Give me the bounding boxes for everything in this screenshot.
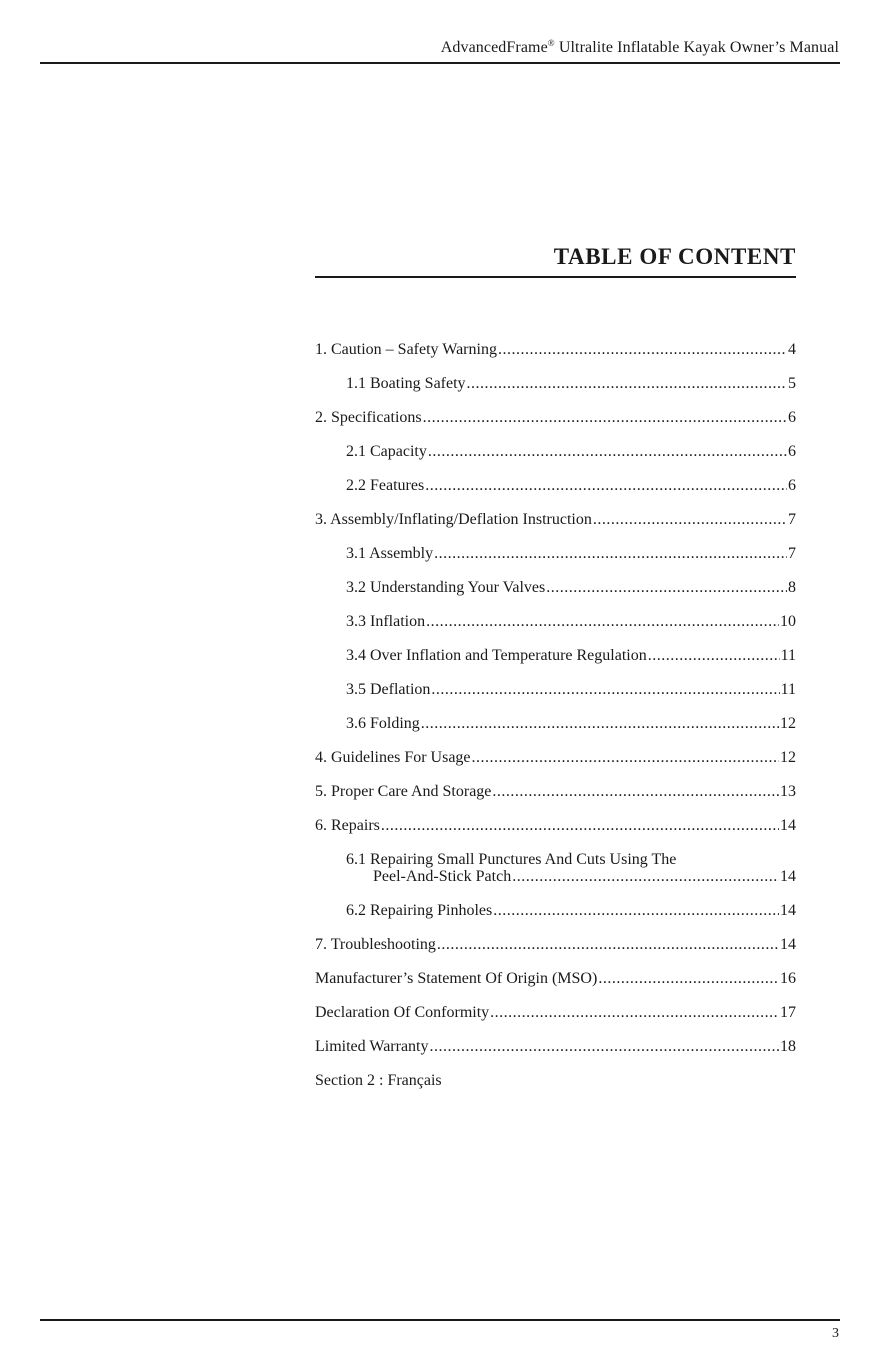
toc-entry[interactable]	[315, 782, 796, 816]
toc-entry-title: 3.5 Deflation	[346, 681, 431, 698]
toc-entry-page: 12	[780, 749, 796, 766]
toc-dot-leader	[426, 612, 779, 632]
toc-entry-continuation	[346, 867, 796, 887]
toc-entry-title: 3.4 Over Inflation and Temperature Regulation	[346, 647, 647, 664]
toc-entry-title: Limited Warranty	[315, 1038, 429, 1055]
toc-entry[interactable]	[315, 714, 796, 748]
toc-entry-title: 6.2 Repairing Pinholes	[346, 902, 493, 919]
toc-entry-title: 4. Guidelines For Usage	[315, 749, 471, 766]
toc-dot-leader	[598, 969, 779, 989]
toc-dot-leader	[428, 442, 787, 462]
toc-entry[interactable]	[315, 476, 796, 510]
toc-entry[interactable]	[315, 969, 796, 1003]
toc-entry-title: 6.1 Repairing Small Punctures And Cuts Using The	[346, 851, 677, 868]
toc-entry-title: 2.2 Features	[346, 477, 425, 494]
toc-dot-leader	[498, 340, 787, 360]
toc-entry-page: 5	[788, 375, 796, 392]
toc-entry-title: 3.6 Folding	[346, 715, 420, 732]
toc-entry[interactable]	[315, 816, 796, 850]
footer-rule	[40, 1319, 840, 1321]
toc-entry-title: 3.2 Understanding Your Valves	[346, 579, 546, 596]
registered-trademark-mark: ®	[547, 38, 555, 48]
toc-entry-page: 11	[780, 647, 796, 664]
toc-entry-page: 14	[780, 868, 796, 885]
toc-entry[interactable]	[315, 1003, 796, 1037]
toc-entry-page: 12	[780, 715, 796, 732]
toc-entry-title: Section 2 : Français	[315, 1072, 442, 1089]
toc-dot-leader	[493, 901, 779, 921]
toc-entry[interactable]	[315, 408, 796, 442]
header-title-suffix: Ultralite Inflatable Kayak Owner’s Manual	[554, 39, 839, 56]
toc-dot-leader	[593, 510, 787, 530]
header-rule	[40, 62, 840, 64]
toc-entry-page: 11	[780, 681, 796, 698]
toc-entry-page: 17	[780, 1004, 796, 1021]
toc-dot-leader	[430, 1037, 780, 1057]
toc-entry-page: 14	[780, 936, 796, 953]
toc-entry[interactable]	[315, 340, 796, 374]
running-header	[441, 38, 839, 57]
toc-dot-leader	[648, 646, 780, 666]
toc-entry-page: 14	[780, 817, 796, 834]
toc-dot-leader	[423, 408, 787, 428]
toc-entry-page: 10	[780, 613, 796, 630]
toc-dot-leader	[467, 374, 787, 394]
toc-entry-page: 16	[780, 970, 796, 987]
toc-dot-leader	[425, 476, 787, 496]
toc-entry-page: 4	[788, 341, 796, 358]
toc-entry[interactable]	[315, 374, 796, 408]
toc-entry[interactable]	[315, 612, 796, 646]
toc-entry-page: 6	[788, 409, 796, 426]
toc-entry-title: 1. Caution – Safety Warning	[315, 341, 497, 358]
toc-entry-title-continued: Peel-And-Stick Patch	[373, 868, 512, 885]
toc-dot-leader	[434, 544, 787, 564]
toc-entry[interactable]	[315, 510, 796, 544]
toc-entry-title: 3.1 Assembly	[346, 545, 434, 562]
toc-entry-title: 6. Repairs	[315, 817, 380, 834]
toc-entry[interactable]	[315, 935, 796, 969]
toc-entry-page: 7	[788, 511, 796, 528]
toc-entry[interactable]	[315, 680, 796, 714]
toc-entry[interactable]	[315, 442, 796, 476]
toc-dot-leader	[492, 782, 779, 802]
toc-entry-page: 7	[788, 545, 796, 562]
toc-entry-page: 14	[780, 902, 796, 919]
toc-entry-title: 3. Assembly/Inflating/Deflation Instruction	[315, 511, 592, 528]
toc-entry-title: Declaration Of Conformity	[315, 1004, 490, 1021]
toc-dot-leader	[472, 748, 779, 768]
toc-list	[315, 340, 796, 1105]
toc-entry-page: 6	[788, 477, 796, 494]
toc-entry[interactable]	[315, 1037, 796, 1071]
toc-entry[interactable]	[315, 578, 796, 612]
toc-entry[interactable]	[315, 544, 796, 578]
toc-entry[interactable]	[315, 748, 796, 782]
toc-entry-title: Manufacturer’s Statement Of Origin (MSO)	[315, 970, 598, 987]
toc-entry-page: 8	[788, 579, 796, 596]
toc-dot-leader	[381, 816, 779, 836]
toc-entry-title: 5. Proper Care And Storage	[315, 783, 492, 800]
toc-entry[interactable]	[315, 646, 796, 680]
header-title-prefix: AdvancedFrame	[440, 39, 548, 56]
toc-dot-leader	[512, 867, 779, 887]
toc-dot-leader	[546, 578, 787, 598]
toc-entry-title: 7. Troubleshooting	[315, 936, 436, 953]
toc-entry[interactable]	[315, 850, 796, 901]
page-number: 3	[832, 1326, 839, 1341]
toc-dot-leader	[490, 1003, 779, 1023]
toc-entry-title: 2.1 Capacity	[346, 443, 427, 460]
toc-dot-leader	[431, 680, 779, 700]
toc-entry-page: 18	[780, 1038, 796, 1055]
toc-entry-title: 1.1 Boating Safety	[346, 375, 466, 392]
toc-entry[interactable]	[315, 1071, 796, 1105]
toc-entry-page: 13	[780, 783, 796, 800]
toc-dot-leader	[437, 935, 779, 955]
toc-entry[interactable]	[315, 901, 796, 935]
toc-entry-title: 3.3 Inflation	[346, 613, 426, 630]
toc-title: TABLE OF CONTENT	[553, 244, 796, 269]
toc-entry-title: 2. Specifications	[315, 409, 422, 426]
toc-dot-leader	[421, 714, 779, 734]
toc-entry-page: 6	[788, 443, 796, 460]
toc-title-rule	[315, 276, 796, 278]
